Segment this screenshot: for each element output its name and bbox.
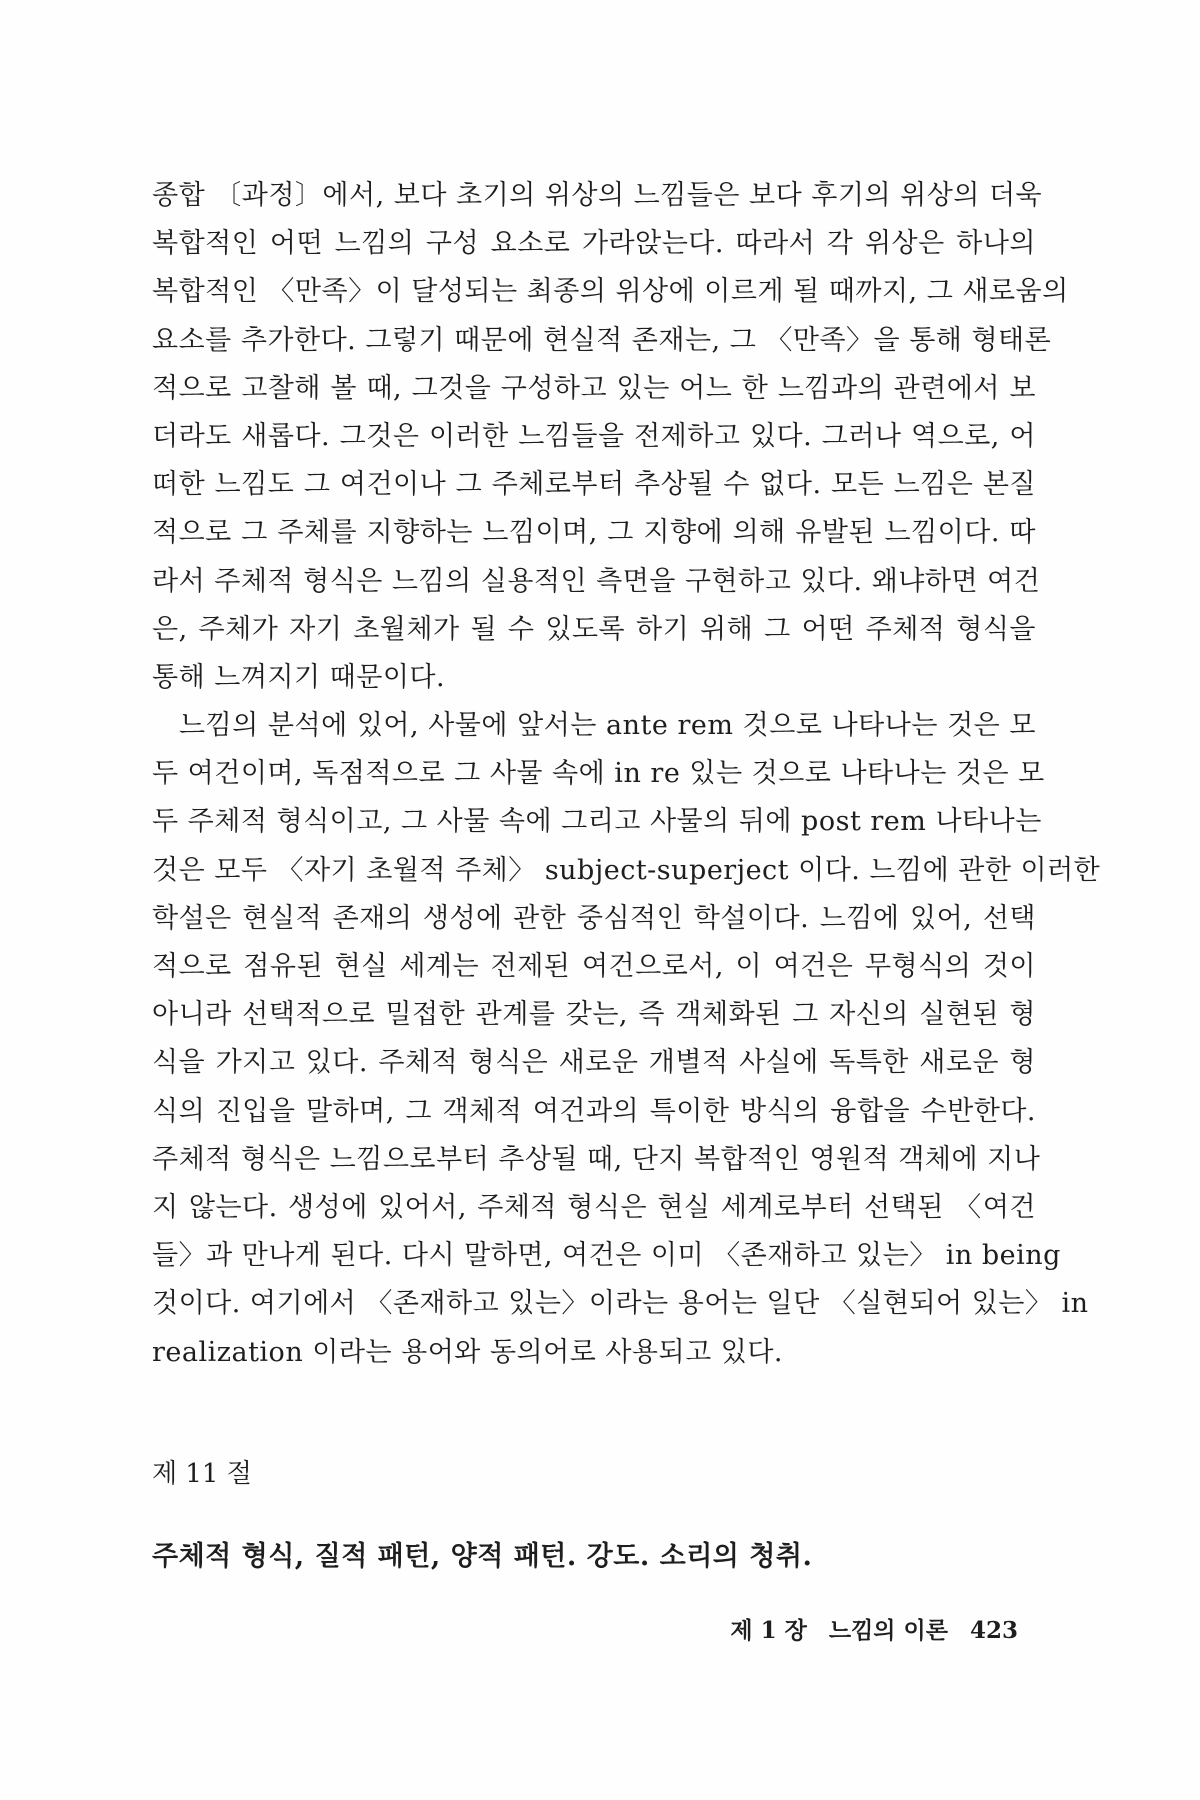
body-line: 복합적인 어떤 느낌의 구성 요소로 가라앉는다. 따라서 각 위상은 하나의 [152,228,1036,260]
body-line: 통해 느껴지기 때문이다. [152,661,446,693]
body-line: 느낌의 분석에 있어, 사물에 앞서는 ante rem 것으로 나타나는 것은 모 [179,710,1036,742]
body-line: 떠한 느낌도 그 여건이나 그 주체로부터 추상될 수 없다. 모든 느낌은 본질 [152,469,1036,501]
body-line: 적으로 점유된 현실 세계는 전제된 여건으로서, 이 여건은 무형식의 것이 [152,951,1036,982]
page-number: 423 [969,1617,1018,1644]
body-line: 요소를 추가한다. 그렇기 때문에 현실적 존재는, 그 〈만족〉을 통해 형태론 [152,324,1052,356]
body-line: 아니라 선택적으로 밀접한 관계를 갖는, 즉 객체화된 그 자신의 실현된 형 [152,999,1036,1031]
body-line: 두 여건이며, 독점적으로 그 사물 속에 in re 있는 것으로 나타나는 것은 모 [152,758,1045,790]
body-line: 적으로 그 주체를 지향하는 느낌이며, 그 지향에 의해 유발된 느낌이다. 따 [152,517,1036,549]
body-text [152,172,1101,1377]
body-line: 적으로 고찰해 볼 때, 그것을 구성하고 있는 어느 한 느낌과의 관련에서 보 [152,372,1036,404]
body-line: 지 않는다. 생성에 있어서, 주체적 형식은 현실 세계로부터 선택된 〈여건 [152,1191,1036,1223]
body-line: realization 이라는 용어와 동의어로 사용되고 있다. [152,1336,784,1368]
body-line: 라서 주체적 형식은 느낌의 실용적인 측면을 구현하고 있다. 왜냐하면 여건 [152,565,1041,597]
body-line: 더라도 새롭다. 그것은 이러한 느낌들을 전제하고 있다. 그러나 역으로, 어 [152,420,1036,452]
body-line: 것은 모두 〈자기 초월적 주체〉 subject-superject 이다. 느낌에 관한 이러한 [152,854,1101,886]
body-line: 종합 〔과정〕에서, 보다 초기의 위상의 느낌들은 보다 후기의 위상의 더욱 [152,180,1043,211]
body-line: 복합적인 〈만족〉이 달성되는 최종의 위상에 이르게 될 때까지, 그 새로움의 [152,276,1069,308]
section-title: 주체적 형식, 질적 패턴, 양적 패턴. 강도. 소리의 청취. [152,1541,813,1572]
body-line: 식을 가지고 있다. 주체적 형식은 새로운 개별적 사실에 독특한 새로운 형 [152,1047,1036,1079]
section-number: 제 11 절 [152,1459,252,1489]
body-line: 식의 진입을 말하며, 그 객체적 여건과의 특이한 방식의 융합을 수반한다. [152,1095,1036,1127]
body-line: 들〉과 만나게 된다. 다시 말하면, 여건은 이미 〈존재하고 있는〉 in being [152,1240,1061,1272]
body-line: 것이다. 여기에서 〈존재하고 있는〉이라는 용어는 일단 〈실현되어 있는〉 in [152,1288,1089,1320]
chapter-label: 제 1 장 [730,1617,807,1644]
chapter-title: 느낌의 이론 [828,1617,948,1644]
running-footer [730,1612,1018,1645]
body-line: 학설은 현실적 존재의 생성에 관한 중심적인 학설이다. 느낌에 있어, 선택 [152,902,1036,934]
body-line: 두 주체적 형식이고, 그 사물 속에 그리고 사물의 뒤에 post rem 나타나는 [152,806,1042,838]
body-line: 주체적 형식은 느낌으로부터 추상될 때, 단지 복합적인 영원적 객체에 지나 [152,1143,1041,1175]
body-line: 은, 주체가 자기 초월체가 될 수 있도록 하기 위해 그 어떤 주체적 형식을 [152,613,1036,645]
